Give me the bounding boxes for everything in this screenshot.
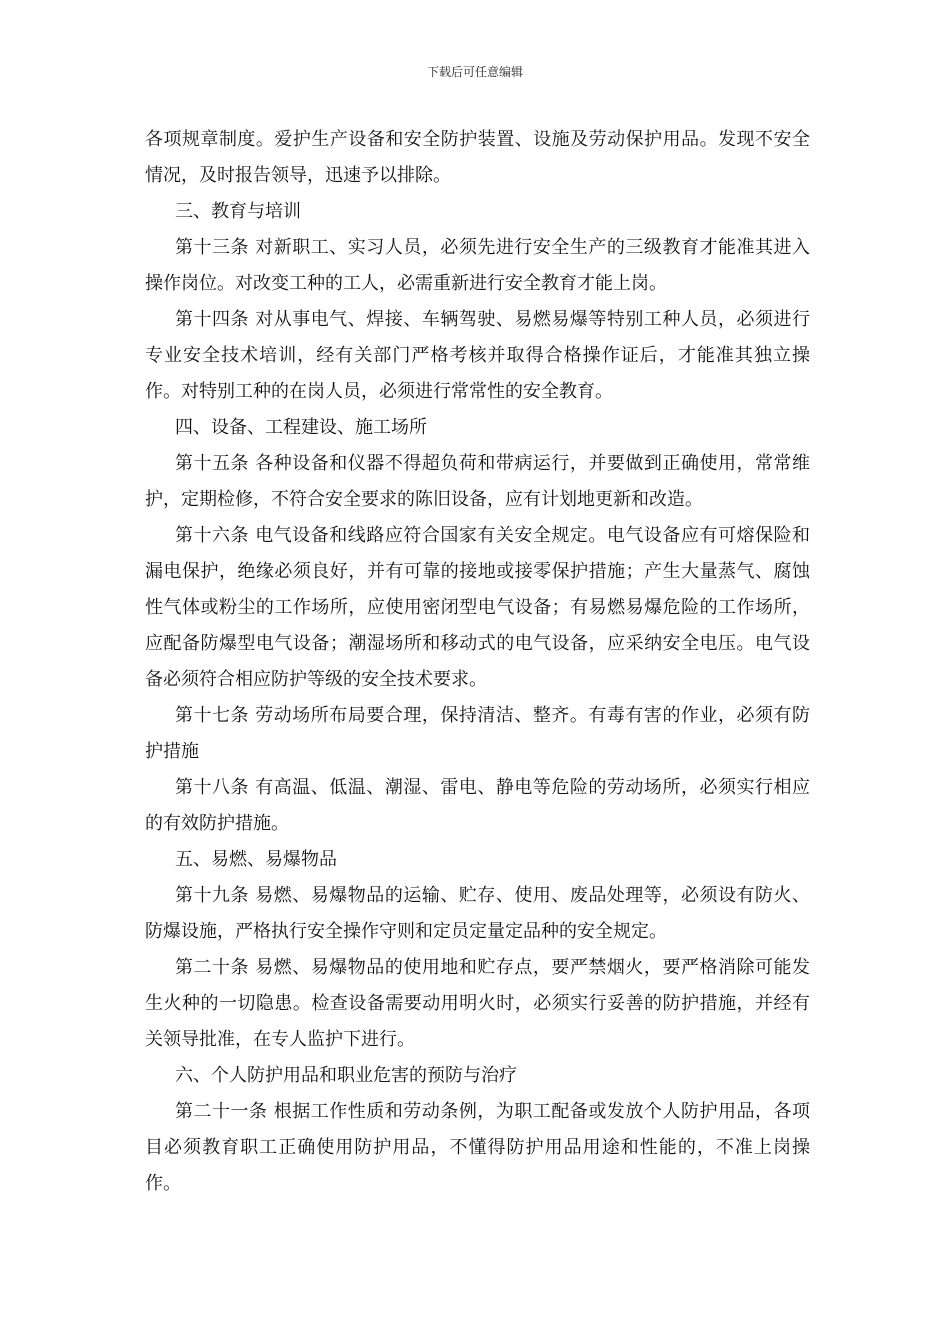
article-21: 第二十一条 根据工作性质和劳动条例，为职工配备或发放个人防护用品，各项目必须教育职工正确使用防护用品，不懂得防护用品用途和性能的，不准上岗操作。 — [145, 1101, 810, 1194]
article-20: 第二十条 易燃、易爆物品的使用地和贮存点，要严禁烟火，要严格消除可能发生火种的一切隐患。检查设备需要动用明火时，必须实行妥善的防护措施，并经有关领导批准，在专人监护下进行。 — [145, 957, 810, 1050]
section-heading-education: 三、教育与培训 — [175, 201, 301, 222]
article-13: 第十三条 对新职工、实习人员，必须先进行安全生产的三级教育才能准其进入操作岗位。对改变工种的工人，必需重新进行安全教育才能上岗。 — [145, 237, 810, 294]
document-body — [145, 122, 810, 1202]
article-18: 第十八条 有高温、低温、潮湿、雷电、静电等危险的劳动场所，必须实行相应的有效防护措施。 — [145, 777, 810, 834]
section-heading-protection: 六、个人防护用品和职业危害的预防与治疗 — [175, 1065, 517, 1086]
paragraph-continuation: 各项规章制度。爱护生产设备和安全防护装置、设施及劳动保护用品。发现不安全情况，及时报告领导，迅速予以排除。 — [145, 129, 810, 186]
article-14: 第十四条 对从事电气、焊接、车辆驾驶、易燃易爆等特别工种人员，必须进行专业安全技术培训，经有关部门严格考核并取得合格操作证后，才能准其独立操作。对特别工种的在岗人员，必须进行常常性的安全教育。 — [145, 309, 810, 402]
section-heading-equipment: 四、设备、工程建设、施工场所 — [175, 417, 427, 438]
section-heading-flammables: 五、易燃、易爆物品 — [175, 849, 337, 870]
article-16: 第十六条 电气设备和线路应符合国家有关安全规定。电气设备应有可熔保险和漏电保护，绝缘必须良好，并有可靠的接地或接零保护措施；产生大量蒸气、腐蚀性气体或粉尘的工作场所，应使用密闭型电气设备；有易燃易爆危险的工作场所，应配备防爆型电气设备；潮湿场所和移动式的电气设备，应采纳安全电压。电气设备必须符合相应防护等级的安全技术要求。 — [145, 525, 810, 690]
article-17: 第十七条 劳动场所布局要合理，保持清洁、整齐。有毒有害的作业，必须有防护措施 — [145, 705, 810, 762]
article-15: 第十五条 各种设备和仪器不得超负荷和带病运行，并要做到正确使用，常常维护，定期检修，不符合安全要求的陈旧设备，应有计划地更新和改造。 — [145, 453, 810, 510]
article-19: 第十九条 易燃、易爆物品的运输、贮存、使用、废品处理等，必须设有防火、防爆设施，严格执行安全操作守则和定员定量定品种的安全规定。 — [145, 885, 810, 942]
page-header: 下载后可任意编辑 — [426, 65, 523, 79]
